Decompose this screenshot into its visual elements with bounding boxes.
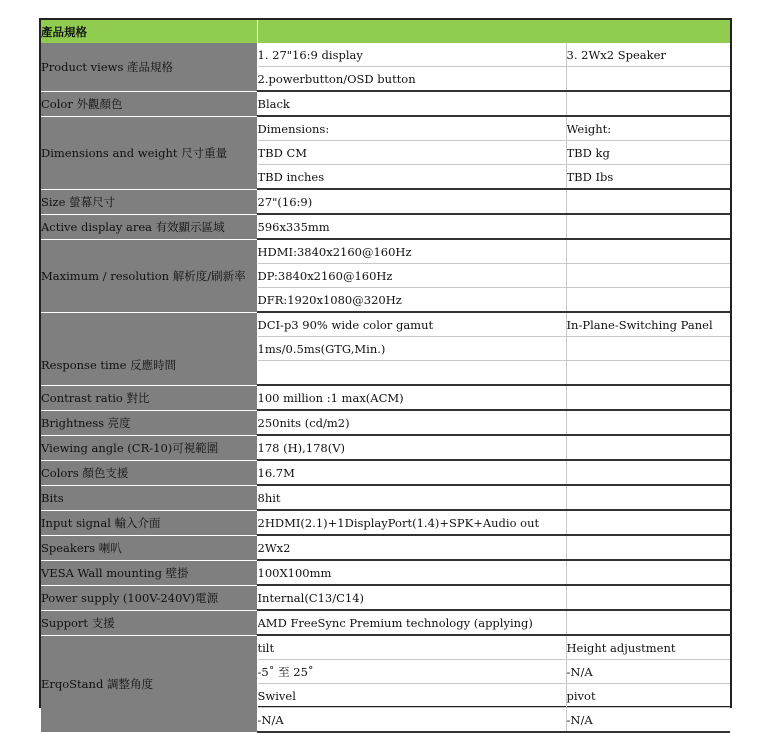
spec-label: Support 支援 bbox=[41, 610, 257, 635]
spec-label: Size 螢幕尺寸 bbox=[41, 189, 257, 214]
spec-label: Colors 顏色支援 bbox=[41, 460, 257, 485]
spec-value: DP:3840x2160@160Hz bbox=[257, 264, 566, 288]
spec-row bbox=[41, 485, 730, 510]
spec-row bbox=[41, 312, 730, 337]
spec-sheet bbox=[39, 18, 732, 727]
spec-value: Internal(C13/C14) bbox=[257, 585, 566, 610]
spec-value-extra bbox=[566, 337, 730, 361]
spec-table bbox=[41, 20, 730, 733]
spec-value-extra bbox=[566, 435, 730, 460]
spec-value: 1ms/0.5ms(GTG,Min.) bbox=[257, 337, 566, 361]
spec-value: TBD CM bbox=[257, 141, 566, 165]
spec-value-extra bbox=[566, 485, 730, 510]
spec-row bbox=[41, 91, 730, 116]
spec-value-extra bbox=[566, 361, 730, 386]
spec-value: -5˚ 至 25˚ bbox=[257, 660, 566, 684]
spec-value: 8hit bbox=[257, 485, 566, 510]
spec-value: 596x335mm bbox=[257, 214, 566, 239]
spec-value-extra bbox=[566, 67, 730, 92]
spec-label: VESA Wall mounting 壁掛 bbox=[41, 560, 257, 585]
spec-label: Maximum / resolution 解析度/刷新率 bbox=[41, 239, 257, 312]
spec-value: 100X100mm bbox=[257, 560, 566, 585]
spec-value: 2HDMI(2.1)+1DisplayPort(1.4)+SPK+Audio out bbox=[257, 510, 566, 535]
spec-label: Input signal 輸入介面 bbox=[41, 510, 257, 535]
spec-row bbox=[41, 460, 730, 485]
spec-value: 1. 27"16:9 display bbox=[257, 43, 566, 67]
spec-value-extra: -N/A bbox=[566, 708, 730, 733]
spec-value: -N/A bbox=[257, 708, 566, 733]
spec-label: Bits bbox=[41, 485, 257, 510]
spec-value-extra bbox=[566, 91, 730, 116]
spec-row bbox=[41, 189, 730, 214]
spec-value: Dimensions: bbox=[257, 116, 566, 141]
spec-label: Dimensions and weight 尺寸重量 bbox=[41, 116, 257, 189]
spec-value-extra bbox=[566, 239, 730, 264]
spec-value: DFR:1920x1080@320Hz bbox=[257, 288, 566, 313]
spec-value-extra bbox=[566, 510, 730, 535]
spec-label: Viewing angle (CR-10)可視範圍 bbox=[41, 435, 257, 460]
spec-value: 250nits (cd/m2) bbox=[257, 410, 566, 435]
spec-value-extra bbox=[566, 214, 730, 239]
spec-row bbox=[41, 410, 730, 435]
spec-value bbox=[257, 361, 566, 386]
spec-value-extra bbox=[566, 189, 730, 214]
spec-value: 16.7M bbox=[257, 460, 566, 485]
spec-value: DCI-p3 90% wide color gamut bbox=[257, 312, 566, 337]
spec-row bbox=[41, 610, 730, 635]
spec-value-extra bbox=[566, 535, 730, 560]
page-title: 產品規格 bbox=[41, 20, 257, 43]
spec-value-extra: TBD kg bbox=[566, 141, 730, 165]
spec-label: Speakers 喇叭 bbox=[41, 535, 257, 560]
spec-value: 178 (H),178(V) bbox=[257, 435, 566, 460]
spec-label: Response time 反應時間 bbox=[41, 312, 257, 385]
spec-value-extra bbox=[566, 410, 730, 435]
spec-row bbox=[41, 585, 730, 610]
spec-row bbox=[41, 239, 730, 264]
spec-value-extra: In-Plane-Switching Panel bbox=[566, 312, 730, 337]
spec-label: Active display area 有效顯示區域 bbox=[41, 214, 257, 239]
spec-row bbox=[41, 560, 730, 585]
spec-value: AMD FreeSync Premium technology (applying) bbox=[257, 610, 566, 635]
spec-value-extra: Weight: bbox=[566, 116, 730, 141]
spec-value-extra bbox=[566, 610, 730, 635]
spec-row bbox=[41, 214, 730, 239]
spec-value: Swivel bbox=[257, 684, 566, 708]
spec-label: Contrast ratio 對比 bbox=[41, 385, 257, 410]
spec-value: 2Wx2 bbox=[257, 535, 566, 560]
header-fill bbox=[257, 20, 730, 43]
spec-label: Color 外觀顏色 bbox=[41, 91, 257, 116]
spec-row bbox=[41, 435, 730, 460]
spec-value-extra bbox=[566, 585, 730, 610]
spec-value-extra bbox=[566, 460, 730, 485]
spec-row bbox=[41, 635, 730, 660]
spec-value-extra: 3. 2Wx2 Speaker bbox=[566, 43, 730, 67]
spec-label: ErqoStand 調整角度 bbox=[41, 635, 257, 732]
spec-row bbox=[41, 510, 730, 535]
header-row bbox=[41, 20, 730, 43]
spec-value: 2.powerbutton/OSD button bbox=[257, 67, 566, 92]
spec-value-extra: TBD Ibs bbox=[566, 165, 730, 190]
spec-value-extra: -N/A bbox=[566, 660, 730, 684]
spec-row bbox=[41, 43, 730, 67]
spec-value: 100 million :1 max(ACM) bbox=[257, 385, 566, 410]
spec-row bbox=[41, 535, 730, 560]
spec-value: TBD inches bbox=[257, 165, 566, 190]
spec-value-extra bbox=[566, 288, 730, 313]
spec-value-extra: Height adjustment bbox=[566, 635, 730, 660]
spec-value-extra bbox=[566, 560, 730, 585]
spec-value-extra: pivot bbox=[566, 684, 730, 708]
spec-row bbox=[41, 385, 730, 410]
spec-label: Power supply (100V-240V)電源 bbox=[41, 585, 257, 610]
spec-label: Brightness 亮度 bbox=[41, 410, 257, 435]
spec-value-extra bbox=[566, 385, 730, 410]
spec-value-extra bbox=[566, 264, 730, 288]
spec-value: 27"(16:9) bbox=[257, 189, 566, 214]
spec-value: Black bbox=[257, 91, 566, 116]
spec-value: tilt bbox=[257, 635, 566, 660]
spec-value: HDMI:3840x2160@160Hz bbox=[257, 239, 566, 264]
spec-row bbox=[41, 116, 730, 141]
spec-label: Product views 產品規格 bbox=[41, 43, 257, 91]
